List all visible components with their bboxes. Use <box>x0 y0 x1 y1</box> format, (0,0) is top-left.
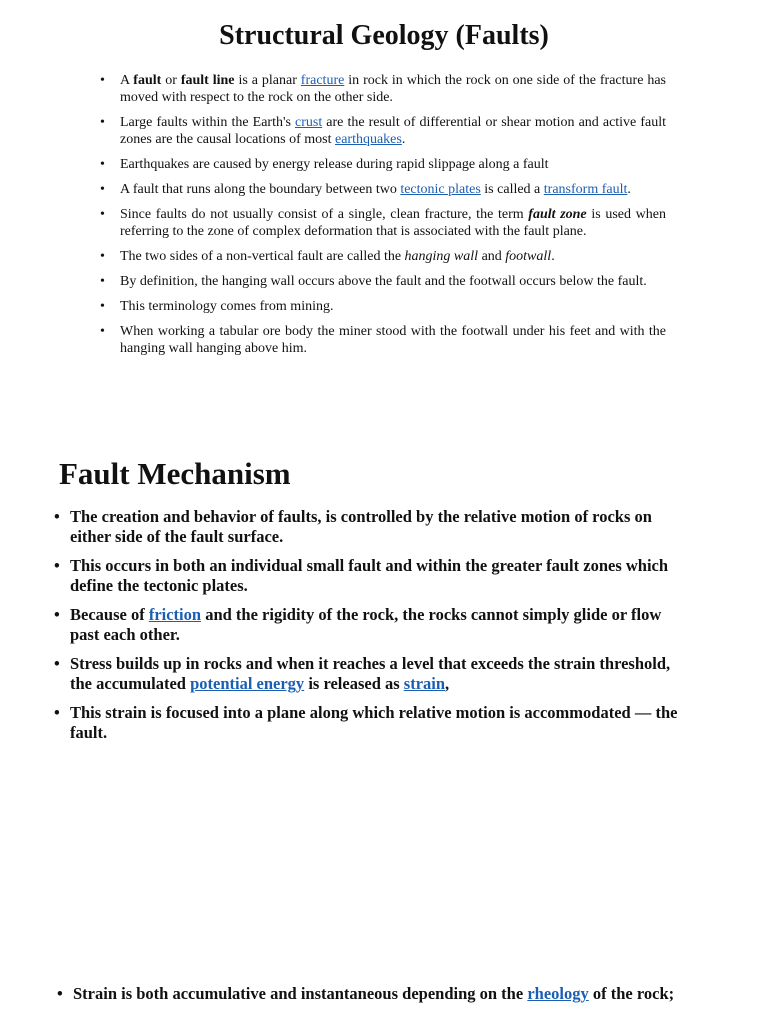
list-item: • A fault or fault line is a planar fracture in rock in which the rock on one side of the fracture has moved with respect to the rock on the other side. <box>100 72 666 106</box>
list-item: • By definition, the hanging wall occurs above the fault and the footwall occurs below the fault. <box>100 273 666 290</box>
list-item: • This occurs in both an individual small fault and within the greater fault zones which define the tectonic plates. <box>54 556 694 596</box>
fault-definition-list <box>100 72 666 365</box>
term-fault-zone: fault zone <box>528 207 587 222</box>
strain-list <box>57 984 707 1004</box>
list-item: • A fault that runs along the boundary between two tectonic plates is called a transform fault. <box>100 181 666 198</box>
list-item: • Strain is both accumulative and instantaneous depending on the rheology of the rock; <box>57 984 707 1004</box>
term-hanging-wall: hanging wall <box>404 249 479 264</box>
link-rheology[interactable]: rheology <box>527 984 589 1003</box>
list-item: • This strain is focused into a plane along which relative motion is accommodated — the fault. <box>54 703 694 743</box>
list-item: • The two sides of a non-vertical fault are called the hanging wall and footwall. <box>100 248 666 265</box>
list-item: • When working a tabular ore body the miner stood with the footwall under his feet and with the hanging wall hanging above him. <box>100 323 666 357</box>
link-fracture[interactable]: fracture <box>300 73 345 88</box>
list-item: • Since faults do not usually consist of a single, clean fracture, the term fault zone is used when referring to the zone of complex deformation that is associated with the fault plane. <box>100 206 666 240</box>
page-title: Structural Geology (Faults) <box>219 20 549 51</box>
link-earthquakes[interactable]: earthquakes <box>334 132 402 147</box>
term-fault-line: fault line <box>180 73 235 88</box>
list-item: • Large faults within the Earth's crust are the result of differential or shear motion and active fault zones are the causal locations of most earthquakes. <box>100 114 666 148</box>
link-strain[interactable]: strain <box>403 674 446 693</box>
link-friction[interactable]: friction <box>148 605 202 624</box>
term-fault: fault <box>133 73 162 88</box>
list-item: • Because of friction and the rigidity of the rock, the rocks cannot simply glide or flow past each other. <box>54 605 694 645</box>
link-transform-fault[interactable]: transform fault <box>543 182 628 197</box>
link-potential-energy[interactable]: potential energy <box>190 674 305 693</box>
fault-mechanism-list <box>54 507 694 752</box>
section-heading: Fault Mechanism <box>59 456 291 491</box>
list-item: • Stress builds up in rocks and when it reaches a level that exceeds the strain threshold, the accumulated potential energy is released as strain, <box>54 654 694 694</box>
term-footwall: footwall <box>505 249 552 264</box>
link-crust[interactable]: crust <box>295 115 323 130</box>
link-tectonic-plates[interactable]: tectonic plates <box>400 182 481 197</box>
list-item: • The creation and behavior of faults, is controlled by the relative motion of rocks on either side of the fault surface. <box>54 507 694 547</box>
list-item: • This terminology comes from mining. <box>100 298 666 315</box>
list-item: • Earthquakes are caused by energy release during rapid slippage along a fault <box>100 156 666 173</box>
